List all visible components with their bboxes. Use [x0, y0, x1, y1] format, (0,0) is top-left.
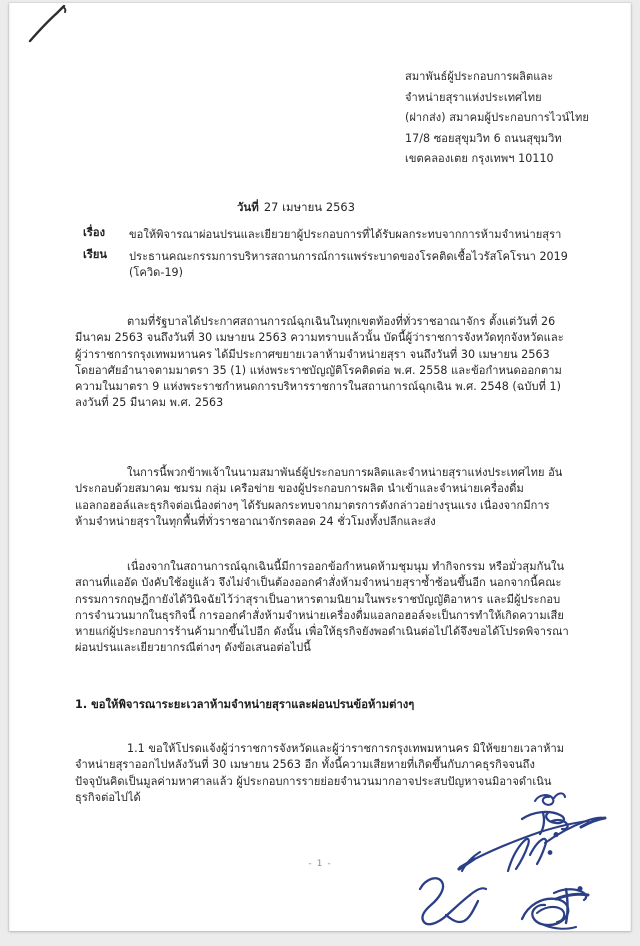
date-line: [9, 202, 631, 213]
date-value: 27 เมษายน 2563: [263, 200, 356, 214]
subject-row: [83, 227, 583, 243]
letterhead-address-block: [405, 71, 615, 174]
letterhead-line-4: 17/8 ซอยสุขุมวิท 6 ถนนสุขุมวิท: [405, 131, 562, 145]
attention-row: [83, 249, 583, 281]
body-paragraph-3: [75, 559, 569, 657]
section-heading-1: 1. ขอให้พิจารณาระยะเวลาห้ามจำหน่ายสุราและผ่อนปรนข้อห้ามต่างๆ: [75, 698, 415, 711]
page-content: [9, 3, 631, 931]
body-paragraph-2: [75, 465, 569, 530]
date-label: วันที่: [236, 200, 259, 214]
attention-label: เรียน: [83, 248, 108, 262]
body-paragraph-3-text: เนื่องจากในสถานการณ์ฉุกเฉินนี้มีการออกข้อกำหนดห้ามชุมนุม ทำกิจกรรม หรือมั่วสุมกันในสถานที่แออัด บังคับใช้อยู่แล้ว จึงไม่จำเป็นต้องออกคำสั่งห้ามจำหน่ายสุราซ้ำซ้อนขึ้นอีก นอกจากนี้คณะกรรมการกฤษฎีกายังได้วินิจฉัยไว้ว่าสุราเป็นอาหารตามนิยามในพระราชบัญญัติอาหาร และมีผู้ประกอบการจำนวนมากในธุรกิจนี้ การออกคำสั่งห้ามจำหน่ายเครื่องดื่มแอลกอฮอล์จะเป็นการทำให้เกิดความเสียหายแก่ผู้ประกอบการร้านค้ามากขึ้นไปอีก ดังนั้น เพื่อให้ธุรกิจยังพอดำเนินต่อไปได้จึงขอได้โปรดพิจารณาผ่อนปรนและเยียวยากรณีต่างๆ ดังข้อเสนอต่อไปนี้: [75, 560, 569, 655]
pen-stroke-icon: [27, 5, 87, 45]
attention-value: ประธานคณะกรรมการบริหารสถานการณ์การแพร่ระบาดของโรคติดเชื้อไวรัสโคโรนา 2019: [129, 250, 568, 264]
body-paragraph-1: [75, 314, 569, 412]
section-item-1-1-text: 1.1 ขอให้โปรดแจ้งผู้ว่าราชการจังหวัดและผู้ว่าราชการกรุงเทพมหานคร มิให้ขยายเวลาห้ามจำหน่ายสุราออกไปหลังวันที่ 30 เมษายน 2563 อีก ทั้งนี้ความเสียหายที่เกิดขึ้นกับภาคธุรกิจจนถึงปัจจุบันคิดเป็นมูลค่ามหาศาลแล้ว ผู้ประกอบการรายย่อยจำนวนมากอาจประสบปัญหาจนมิอาจดำเนินธุรกิจต่อไปได้: [75, 742, 565, 804]
subject-value: ขอให้พิจารณาผ่อนปรนและเยียวยาผู้ประกอบการที่ได้รับผลกระทบจากการห้ามจำหน่ายสุรา: [129, 228, 562, 241]
letterhead-line-1: สมาพันธ์ผู้ประกอบการผลิตและ: [405, 70, 554, 83]
letterhead-line-3: (ฝากส่ง) สมาคมผู้ประกอบการไวน์ไทย: [405, 111, 589, 125]
section-item-1-1: [75, 741, 569, 806]
subject-attention-block: [83, 227, 583, 287]
document-page: [9, 3, 631, 931]
body-paragraph-1-text: ตามที่รัฐบาลได้ประกาศสถานการณ์ฉุกเฉินในทุกเขตท้องที่ทั่วราชอาณาจักร ตั้งแต่วันที่ 26 มีนาคม 2563 จนถึงวันที่ 30 เมษายน 2563 ความทราบแล้วนั้น บัดนี้ผู้ว่าราชการจังหวัดทุกจังหวัดและผู้ว่าราชการกรุงเทพมหานคร ได้มีประกาศขยายเวลาห้ามจำหน่ายสุรา จนถึงวันที่ 30 เมษายน 2563 โดยอาศัยอำนาจตามมาตรา 35 (1) แห่งพระราชบัญญัติโรคติดต่อ พ.ศ. 2558 และข้อกำหนดออกตามความในมาตรา 9 แห่งพระราชกำหนดการบริหารราชการในสถานการณ์ฉุกเฉิน พ.ศ. 2548 (ฉบับที่ 1) ลงวันที่ 25 มีนาคม พ.ศ. 2563: [75, 315, 564, 410]
attention-value-wrapper: [129, 249, 583, 281]
letterhead-line-2: จำหน่ายสุราแห่งประเทศไทย: [405, 90, 542, 104]
attention-value-continuation: (โควิด-19): [129, 266, 184, 279]
body-paragraph-2-text: ในการนี้พวกข้าพเจ้าในนามสมาพันธ์ผู้ประกอบการผลิตและจำหน่ายสุราแห่งประเทศไทย อันประกอบด้วยสมาคม ชมรม กลุ่ม เครือข่าย ของผู้ประกอบการผลิต นำเข้าและจำหน่ายเครื่องดื่มแอลกอฮอล์และธุรกิจต่อเนื่องต่างๆ ได้รับผลกระทบจากมาตรการดังกล่าวอย่างรุนแรง เนื่องจากมีการห้ามจำหน่ายสุราในทุกพื้นที่ทั่วราชอาณาจักรตลอด 24 ชั่วโมงทั้งปลีกและส่ง: [75, 466, 563, 528]
letterhead-line-5: เขตคลองเตย กรุงเทพฯ 10110: [405, 152, 554, 166]
page-number: - 1 -: [308, 858, 332, 869]
subject-label: เรื่อง: [83, 226, 106, 239]
